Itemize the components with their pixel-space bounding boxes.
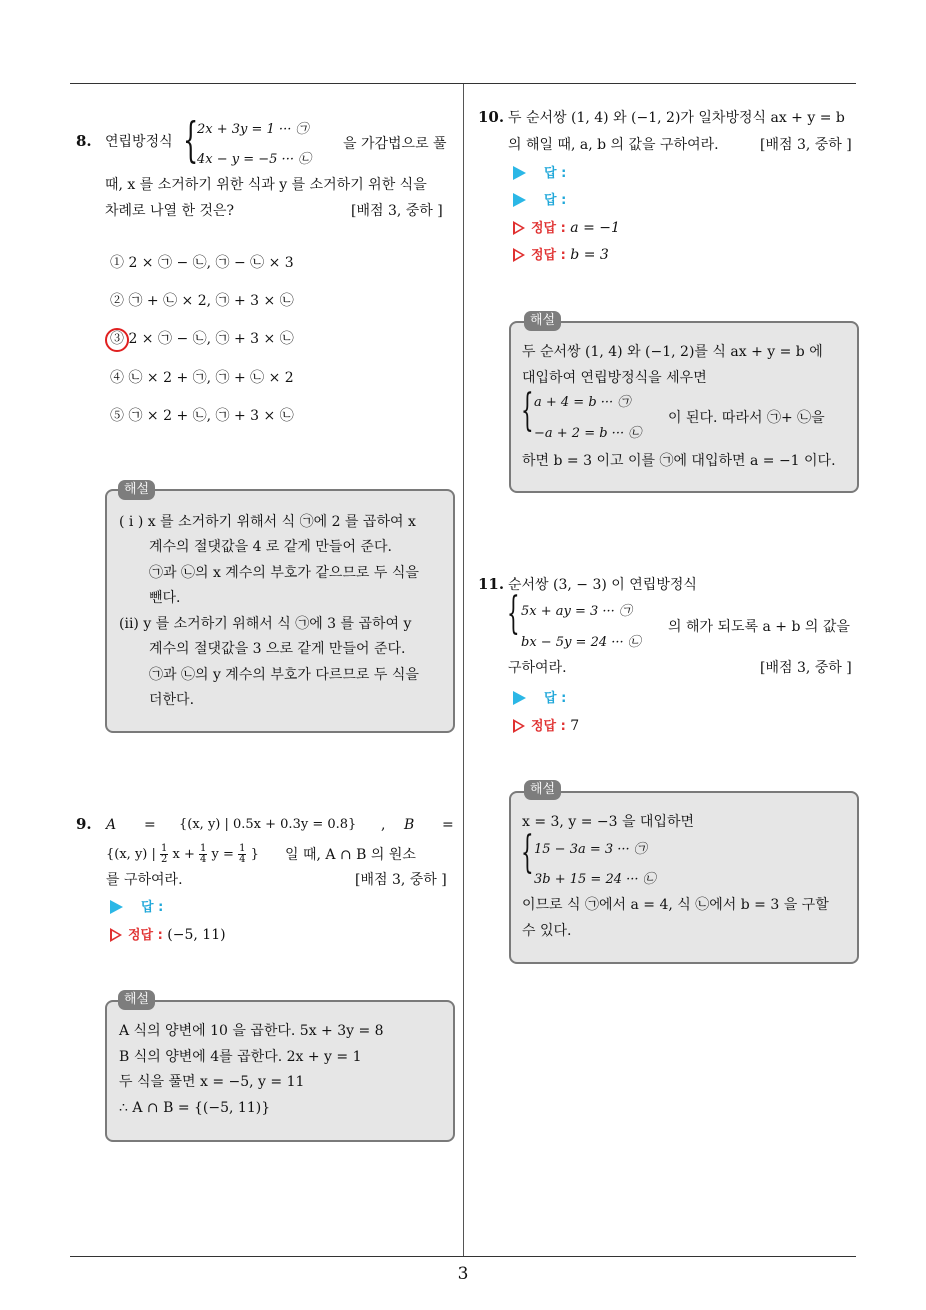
- q9-set-b: B: [404, 817, 415, 833]
- q8-sol-line: ㉠과 ㉡의 x 계수의 부호가 같으므로 두 식을: [149, 565, 419, 581]
- q9-set-a: A: [106, 817, 117, 833]
- q8-option-4[interactable]: ④ ㉡ × 2 + ㉠, ㉠ + ㉡ × 2: [110, 370, 294, 386]
- q10-solution-tag: 해설: [524, 311, 561, 331]
- q9-sol-line: A 식의 양변에 10 을 곱한다. 5x + 3y = 8: [119, 1023, 384, 1039]
- q9-equals-1: =: [144, 817, 156, 833]
- q11-eq2: bx − 5y = 24 ··· ㉡: [521, 635, 641, 650]
- q8-option-3[interactable]: ③ 2 × ㉠ − ㉡, ㉠ + 3 × ㉡: [110, 331, 294, 347]
- q10-correct-row-a: 정답 : a = −1: [513, 218, 620, 239]
- q8-sol-line: 더한다.: [149, 692, 195, 708]
- q10-sol-line1: 두 순서쌍 (1, 4) 와 (−1, 2)를 식 ax + y = b 에: [522, 344, 823, 360]
- q10-answer-row-b[interactable]: 답 :: [513, 190, 566, 211]
- q11-answer-row[interactable]: 답 :: [513, 688, 566, 709]
- q11-brace: {: [507, 588, 520, 639]
- q11-after-eq: 의 해가 되도록 a + b 의 값을: [668, 619, 850, 635]
- q11-line1: 순서쌍 (3, − 3) 이 연립방정식: [508, 577, 697, 593]
- answer-mark-circle: [105, 328, 129, 352]
- q8-after-eq: 을 가감법으로 풀: [343, 136, 447, 152]
- q9-line2-rest: 일 때, A ∩ B 의 원소: [285, 847, 416, 863]
- q8-line2: 때, x 를 소거하기 위한 식과 y 를 소거하기 위한 식을: [105, 177, 427, 193]
- q11-eq1: 5x + ay = 3 ··· ㉠: [521, 604, 632, 619]
- q9-line3: 를 구하여라.: [106, 872, 183, 888]
- q10-number: 10.: [478, 108, 505, 126]
- q11-solution-tag: 해설: [524, 780, 561, 800]
- answer-arrow-icon: [513, 691, 526, 705]
- q8-line3: 차례로 나열 한 것은?: [105, 203, 235, 219]
- answer-arrow-icon: [513, 193, 526, 207]
- q8-sol-line: 계수의 절댓값을 3 으로 같게 만들어 준다.: [149, 641, 406, 657]
- q9-set-a-def: {(x, y) | 0.5x + 0.3y = 0.8}: [179, 817, 357, 832]
- q8-sol-line: (ii) y 를 소거하기 위해서 식 ㉠에 3 를 곱하여 y: [119, 616, 412, 632]
- q8-number: 8.: [76, 132, 92, 150]
- q8-option-5[interactable]: ⑤ ㉠ × 2 + ㉡, ㉠ + 3 × ㉡: [110, 408, 294, 424]
- q9-sol-line: ∴ A ∩ B = {(−5, 11)}: [119, 1100, 271, 1116]
- answer-arrow-icon: [110, 900, 123, 914]
- q9-sol-line: B 식의 양변에 4를 곱한다. 2x + y = 1: [119, 1049, 362, 1065]
- q9-comma: ,: [381, 817, 386, 833]
- q8-brace: {: [183, 112, 199, 168]
- q11-score: [배점 3, 중하 ]: [760, 660, 852, 676]
- q11-sol-line4: 수 있다.: [522, 923, 572, 939]
- q11-line3: 구하여라.: [508, 660, 567, 676]
- q11-correct-row: 정답 : 7: [513, 716, 579, 737]
- q8-option-2[interactable]: ② ㉠ + ㉡ × 2, ㉠ + 3 × ㉡: [110, 293, 294, 309]
- correct-arrow-icon: [513, 221, 525, 235]
- column-divider: [463, 84, 464, 1257]
- q8-intro: 연립방정식: [105, 134, 173, 150]
- q8-sol-line: 계수의 절댓값을 4 로 같게 만들어 준다.: [149, 539, 392, 555]
- answer-arrow-icon: [513, 166, 526, 180]
- q10-answer-row-a[interactable]: 답 :: [513, 163, 566, 184]
- q8-eq2: 4x − y = −5 ··· ㉡: [197, 152, 312, 167]
- q9-sol-line: 두 식을 풀면 x = −5, y = 11: [119, 1074, 305, 1090]
- q9-equals-2: =: [442, 817, 454, 833]
- q8-sol-line: 뺀다.: [149, 590, 181, 606]
- correct-arrow-icon: [513, 719, 525, 733]
- q10-sol-line4: 하면 b = 3 이고 이를 ㉠에 대입하면 a = −1 이다.: [522, 453, 836, 469]
- q9-score: [배점 3, 중하 ]: [355, 872, 447, 888]
- correct-arrow-icon: [513, 248, 525, 262]
- q10-sol-eq2: −a + 2 = b ··· ㉡: [534, 426, 642, 441]
- q10-sol-brace: {: [521, 385, 534, 436]
- q9-number: 9.: [76, 815, 92, 833]
- q11-sol-eq1: 15 − 3a = 3 ··· ㉠: [534, 842, 647, 857]
- page-number: 3: [457, 1264, 469, 1284]
- q8-sol-line: ㉠과 ㉡의 y 계수의 부호가 다르므로 두 식을: [149, 667, 419, 683]
- q11-sol-line1: x = 3, y = −3 을 대입하면: [522, 814, 695, 830]
- q8-solution-tag: 해설: [118, 480, 155, 500]
- q10-correct-row-b: 정답 : b = 3: [513, 245, 609, 266]
- q11-number: 11.: [478, 575, 505, 593]
- q11-sol-line3: 이므로 식 ㉠에서 a = 4, 식 ㉡에서 b = 3 을 구할: [522, 897, 829, 913]
- q10-line2: 의 해일 때, a, b 의 값을 구하여라.: [508, 137, 719, 153]
- bottom-rule: [70, 1256, 856, 1257]
- q9-solution-tag: 해설: [118, 990, 155, 1010]
- q8-option-1[interactable]: ① 2 × ㉠ − ㉡, ㉠ − ㉡ × 3: [110, 255, 294, 271]
- q9-correct-row: 정답 : (−5, 11): [110, 925, 226, 946]
- q9-answer-row[interactable]: 답 :: [110, 897, 163, 918]
- q10-sol-after: 이 된다. 따라서 ㉠+ ㉡을: [668, 410, 825, 426]
- q10-line1: 두 순서쌍 (1, 4) 와 (−1, 2)가 일차방정식 ax + y = b: [508, 110, 845, 126]
- q10-sol-eq1: a + 4 = b ··· ㉠: [534, 395, 631, 410]
- correct-arrow-icon: [110, 928, 122, 942]
- q11-sol-eq2: 3b + 15 = 24 ··· ㉡: [534, 872, 656, 887]
- q9-set-b-def: {(x, y) | $\frac{1}{2}$ x + $\frac{1}{4}$ y = $\frac{1}{4}$ }: [106, 843, 259, 865]
- q10-sol-line2: 대입하여 연립방정식을 세우면: [522, 370, 707, 386]
- q10-score: [배점 3, 중하 ]: [760, 137, 852, 153]
- q8-sol-line: ( i ) x 를 소거하기 위해서 식 ㉠에 2 를 곱하여 x: [119, 514, 416, 530]
- q11-sol-brace: {: [521, 827, 534, 878]
- q8-score: [배점 3, 중하 ]: [351, 203, 443, 219]
- q8-eq1: 2x + 3y = 1 ··· ㉠: [197, 122, 309, 137]
